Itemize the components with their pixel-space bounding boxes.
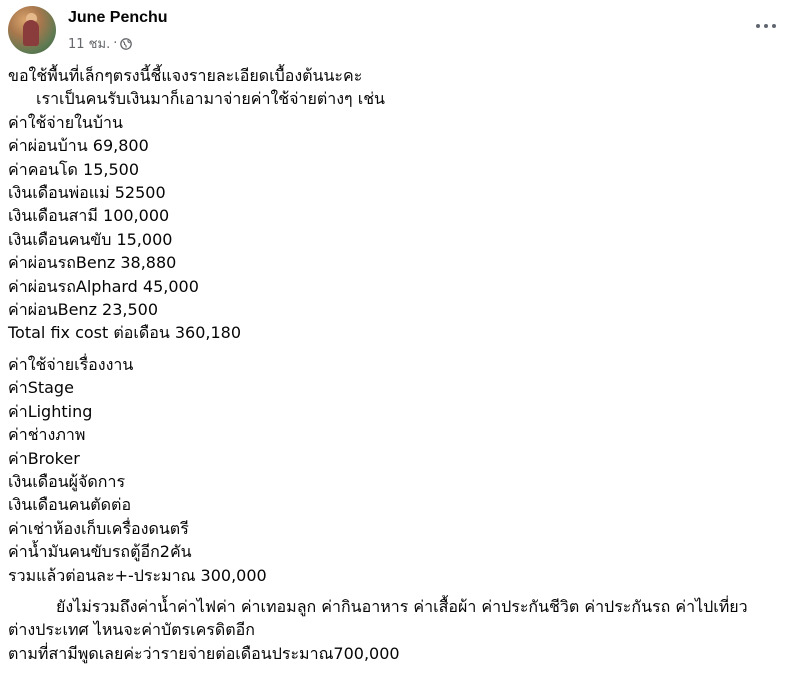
work-expense-heading: ค่าใช้จ่ายเรื่องงาน [8, 354, 134, 374]
home-expense-item: เงินเดือนสามี 100,000 [8, 206, 170, 226]
home-expense-item: ค่าผ่อนรถBenz 38,880 [8, 253, 177, 273]
meta-separator: · [113, 36, 118, 51]
home-expense-item: เงินเดือนคนขับ 15,000 [8, 229, 173, 249]
spacer [8, 345, 792, 353]
work-expense-item: ค่าเช่าห้องเก็บเครื่องดนตรี [8, 518, 189, 538]
avatar-figure [23, 20, 39, 46]
globe-icon[interactable] [120, 38, 132, 50]
avatar[interactable] [8, 6, 56, 54]
author-name[interactable]: June Penchu [68, 9, 168, 26]
more-dot [764, 24, 768, 28]
work-expense-item: ค่าน้ำมันคนขับรถตู้อีก2คัน [8, 542, 192, 562]
home-expense-item: ค่าคอนโด 15,500 [8, 159, 139, 179]
post-meta [68, 33, 132, 54]
timestamp[interactable]: 11 ชม. [68, 37, 111, 52]
intro-line: เราเป็นคนรับเงินมาก็เอามาจ่ายค่าใช้จ่ายต่างๆ เช่น [36, 89, 385, 109]
home-expense-heading: ค่าใช้จ่ายในบ้าน [8, 112, 123, 132]
home-expense-item: ค่าผ่อนบ้าน 69,800 [8, 136, 149, 156]
closing-line: ต่างประเทศ ไหนจะค่าบัตรเครดิตอีก [8, 620, 255, 640]
work-expense-total: รวมแล้วต่อนละ+-ประมาณ 300,000 [8, 565, 267, 585]
more-dot [772, 24, 776, 28]
work-expense-item: ค่าStage [8, 378, 74, 398]
work-expense-item: เงินเดือนคนตัดต่อ [8, 495, 132, 515]
home-expense-total: Total fix cost ต่อเดือน 360,180 [8, 323, 242, 343]
more-dot [756, 24, 760, 28]
home-expense-item: ค่าผ่อนรถAlphard 45,000 [8, 276, 199, 296]
work-expense-item: ค่าช่างภาพ [8, 425, 86, 445]
home-expense-item: เงินเดือนพ่อแม่ 52500 [8, 183, 166, 203]
spacer [8, 587, 792, 595]
post-body [8, 64, 792, 665]
more-options-icon[interactable] [748, 12, 784, 40]
work-expense-item: ค่าBroker [8, 448, 80, 468]
intro-line: ขอใช้พื้นที่เล็กๆตรงนี้ชี้แจงรายละเอียดเบื้องต้นนะคะ [8, 66, 363, 85]
closing-line: ตามที่สามีพูดเลยค่ะว่ารายจ่ายต่อเดือนประมาณ700,000 [8, 643, 400, 663]
work-expense-item: เงินเดือนผู้จัดการ [8, 471, 126, 491]
closing-line: ยังไม่รวมถึงค่าน้ำค่าไฟค่า ค่าเทอมลูก ค่ากินอาหาร ค่าเสื้อผ้า ค่าประกันชีวิต ค่าประกันรถ ค่าไปเที่ยว [56, 596, 748, 616]
home-expense-item: ค่าผ่อนBenz 23,500 [8, 300, 159, 320]
post-header [8, 6, 790, 58]
work-expense-item: ค่าLighting [8, 401, 93, 421]
